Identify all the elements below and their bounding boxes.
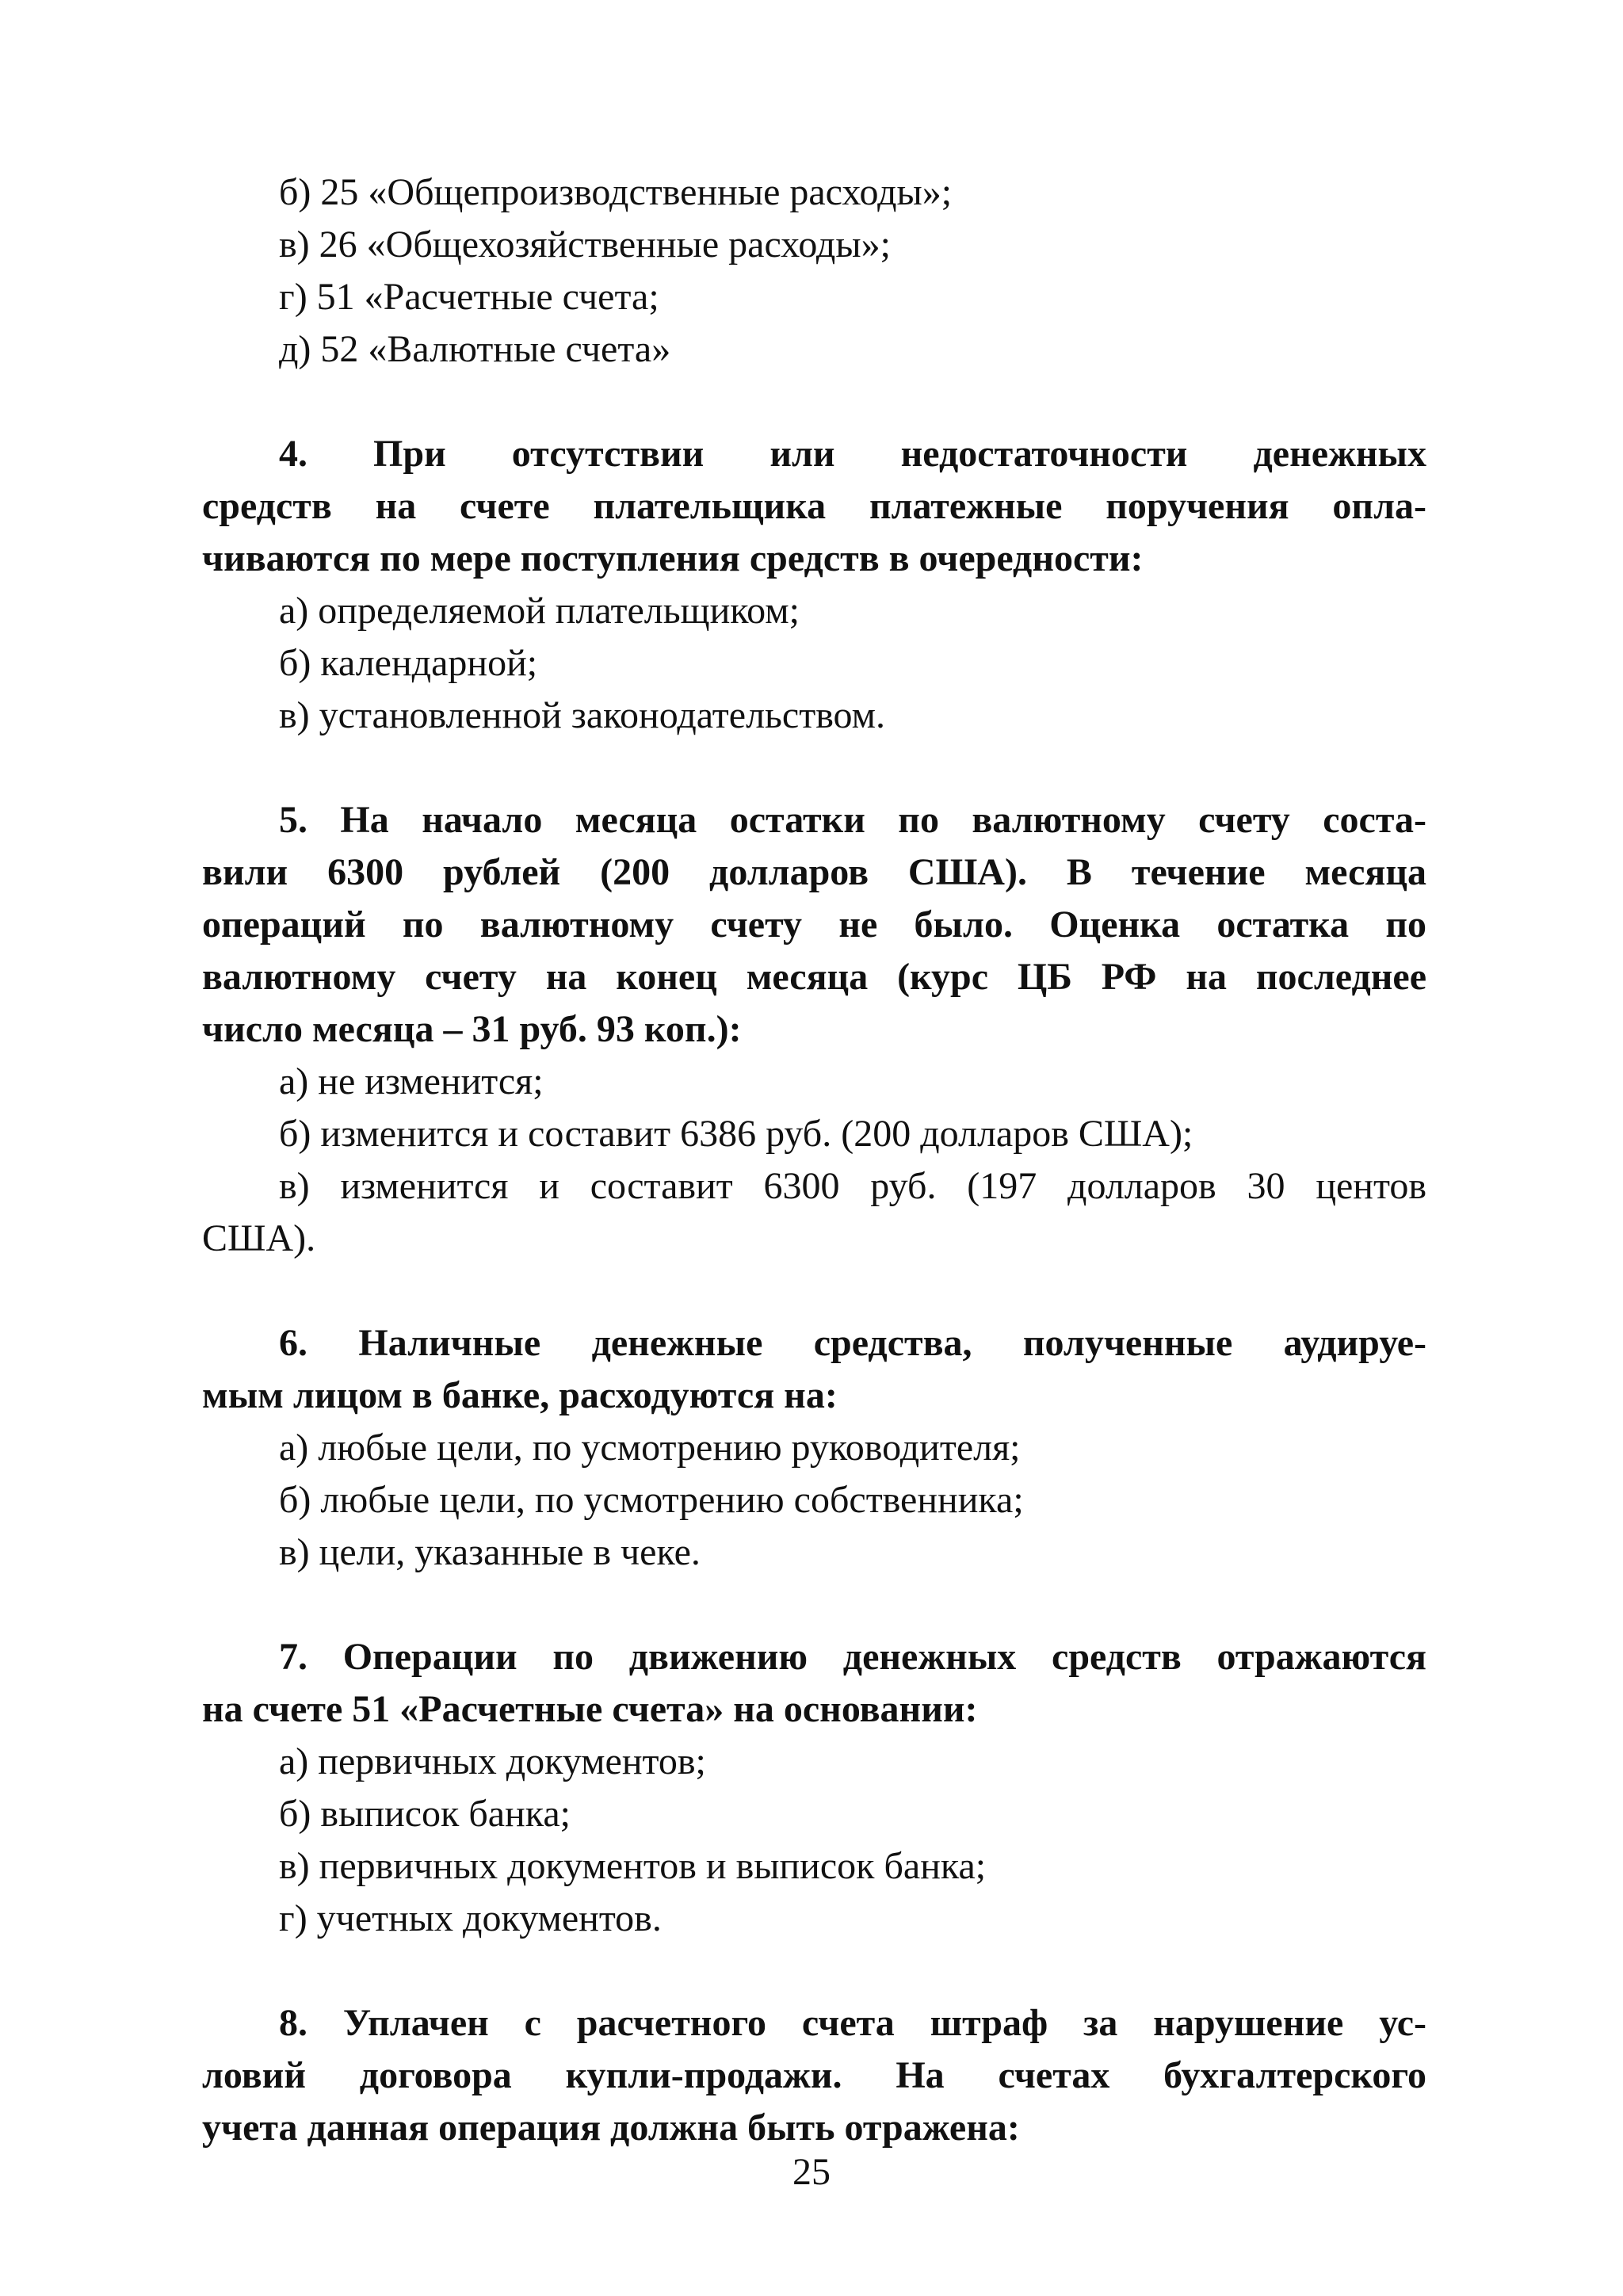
question-6-text-line: мым лицом в банке, расходуются на: xyxy=(202,1374,838,1416)
question-4-text-line: средств на счете плательщика платежные поручения опла- xyxy=(202,485,1426,527)
question-4-option-b: б) календарной; xyxy=(279,642,538,684)
question-5-text-line: операций по валютному счету не было. Оценка остатка по xyxy=(202,904,1426,946)
option-g: г) 51 «Расчетные счета; xyxy=(279,276,659,318)
question-5-text-line: 5. На начало месяца остатки по валютному счету соста- xyxy=(279,799,1426,841)
question-5-option-v: в) изменится и составит 6300 руб. (197 долларов 30 центов xyxy=(279,1165,1426,1207)
question-5-text-line: валютному счету на конец месяца (курс ЦБ РФ на последнее xyxy=(202,956,1426,998)
question-6 xyxy=(202,1317,1426,1579)
question-4-text-line: чиваются по мере поступления средств в очередности: xyxy=(202,537,1144,579)
question-7-option-b: б) выписок банка; xyxy=(279,1793,571,1835)
document-page xyxy=(202,166,1426,2154)
question-8 xyxy=(202,1997,1426,2154)
page-number: 25 xyxy=(792,2151,831,2193)
question-6-text-line: 6. Наличные денежные средства, полученные аудируе- xyxy=(279,1322,1426,1364)
question-7 xyxy=(202,1631,1426,1945)
question-5-option-b: б) изменится и составит 6386 руб. (200 долларов США); xyxy=(279,1113,1193,1155)
question-5-option-a: а) не изменится; xyxy=(279,1060,544,1102)
question-6-option-v: в) цели, указанные в чеке. xyxy=(279,1531,701,1573)
question-8-text-line: 8. Уплачен с расчетного счета штраф за нарушение ус- xyxy=(279,2002,1426,2044)
question-5-option-v-continued: США). xyxy=(202,1217,316,1259)
option-b: б) 25 «Общепроизводственные расходы»; xyxy=(279,171,953,213)
question-5-text-line: число месяца – 31 руб. 93 коп.): xyxy=(202,1008,742,1050)
question-5 xyxy=(202,794,1426,1265)
question-4-option-v: в) установленной законодательством. xyxy=(279,694,885,736)
question-7-option-v: в) первичных документов и выписок банка; xyxy=(279,1845,987,1887)
question-7-option-a: а) первичных документов; xyxy=(279,1740,706,1782)
question-4 xyxy=(202,428,1426,742)
question-7-option-g: г) учетных документов. xyxy=(279,1897,662,1939)
question-7-text-line: на счете 51 «Расчетные счета» на основании: xyxy=(202,1688,978,1730)
option-d: д) 52 «Валютные счета» xyxy=(279,328,671,370)
question-5-text-line: вили 6300 рублей (200 долларов США). В течение месяца xyxy=(202,851,1426,893)
question-8-text-line: учета данная операция должна быть отражена: xyxy=(202,2107,1020,2149)
question-6-option-a: а) любые цели, по усмотрению руководителя; xyxy=(279,1427,1021,1469)
question-3-options-continued xyxy=(202,166,1426,376)
question-8-text-line: ловий договора купли-продажи. На счетах бухгалтерского xyxy=(202,2054,1426,2096)
question-6-option-b: б) любые цели, по усмотрению собственника; xyxy=(279,1479,1024,1521)
question-4-option-a: а) определяемой плательщиком; xyxy=(279,590,800,632)
question-7-text-line: 7. Операции по движению денежных средств отражаются xyxy=(279,1636,1426,1678)
option-v: в) 26 «Общехозяйственные расходы»; xyxy=(279,223,891,266)
question-4-text-line: 4. При отсутствии или недостаточности денежных xyxy=(279,433,1426,475)
